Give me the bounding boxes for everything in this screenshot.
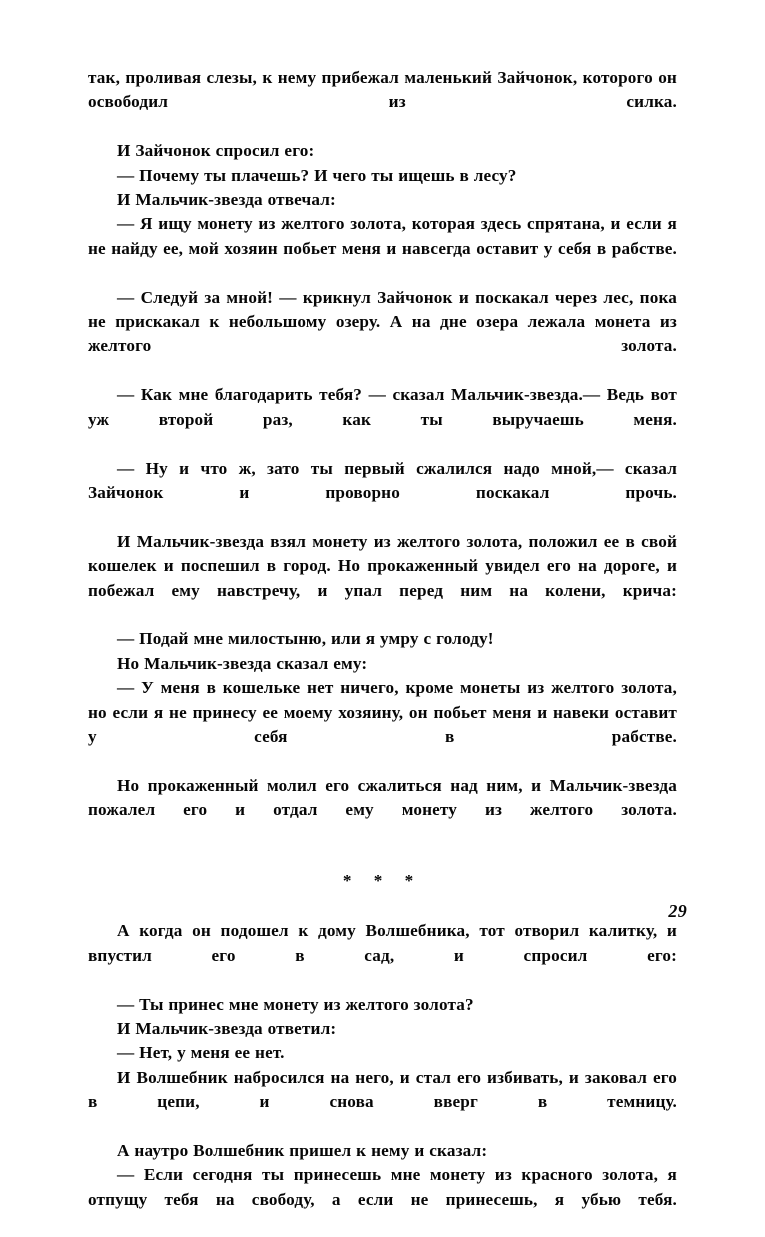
paragraph: И Зайчонок спросил его: [117, 141, 315, 161]
paragraph: — Ну и что ж, зато ты первый сжалился надо мной,— сказал Зайчонок и проворно поскакал прочь. [88, 458, 677, 502]
paragraph: — Подай мне милостыню, или я умру с голоду! [117, 629, 494, 649]
paragraph: И Мальчик-звезда отвечал: [117, 190, 336, 210]
page-number: 29 [668, 901, 687, 921]
paragraph: — Почему ты плачешь? И чего ты ищешь в лесу? [117, 165, 517, 185]
paragraph: А когда он подошел к дому Волшебника, тот отворил калитку, и впустил его в сад, и спросил его: [88, 921, 677, 965]
paragraph: Но прокаженный молил его сжалиться над ним, и Мальчик-звезда пожалел его и отдал ему монету из желтого золота. [88, 775, 677, 820]
paragraph: — Если сегодня ты принесешь мне монету из красного золота, я отпущу тебя на свободу, а если не принесешь, я убью тебя. [88, 1165, 677, 1209]
paragraph: — Ты принес мне монету из желтого золота? [117, 994, 474, 1014]
paragraph: И Мальчик-звезда взял монету из желтого золота, положил ее в свой кошелек и поспешил в город. Но прокаженный увидел его на дороге, и побежал ему навстречу, и упал перед ним на колени, крича: [88, 531, 677, 600]
paragraph: — Нет, у меня ее нет. [117, 1043, 285, 1063]
paragraph: Но Мальчик-звезда сказал ему: [117, 653, 368, 673]
paragraph: так, проливая слезы, к нему прибежал маленький Зайчонок, которого он освободил из силка. [88, 68, 677, 112]
paragraph: И Волшебник набросился на него, и стал его избивать, и заковал его в цепи, и снова вверг в темницу. [88, 1067, 677, 1112]
paragraph: А наутро Волшебник пришел к нему и сказал: [117, 1141, 488, 1161]
paragraph: — У меня в кошельке нет ничего, кроме монеты из желтого золота, но если я не принесу ее моему хозяину, он побьет меня и навеки оставит у себя в рабстве. [88, 678, 677, 746]
paragraph: И Мальчик-звезда ответил: [117, 1019, 337, 1039]
paragraph: — Следуй за мной! — крикнул Зайчонок и поскакал через лес, пока не прискакал к небольшому озеру. А на дне озера лежала монета из желтого золота. [88, 287, 677, 356]
divider-bottom-spacer [88, 893, 677, 919]
divider-top-spacer [88, 847, 677, 869]
paragraph: — Я ищу монету из желтого золота, которая здесь спрятана, и если я не найду ее, мой хозяин побьет меня и навсегда оставит у себя в рабстве. [88, 214, 677, 258]
section-divider: * * * [342, 871, 423, 890]
page-text-body [88, 66, 677, 1237]
paragraph: — Как мне благодарить тебя? — сказал Мальчик-звезда.— Ведь вот уж второй раз, как ты выручаешь меня. [88, 385, 677, 429]
